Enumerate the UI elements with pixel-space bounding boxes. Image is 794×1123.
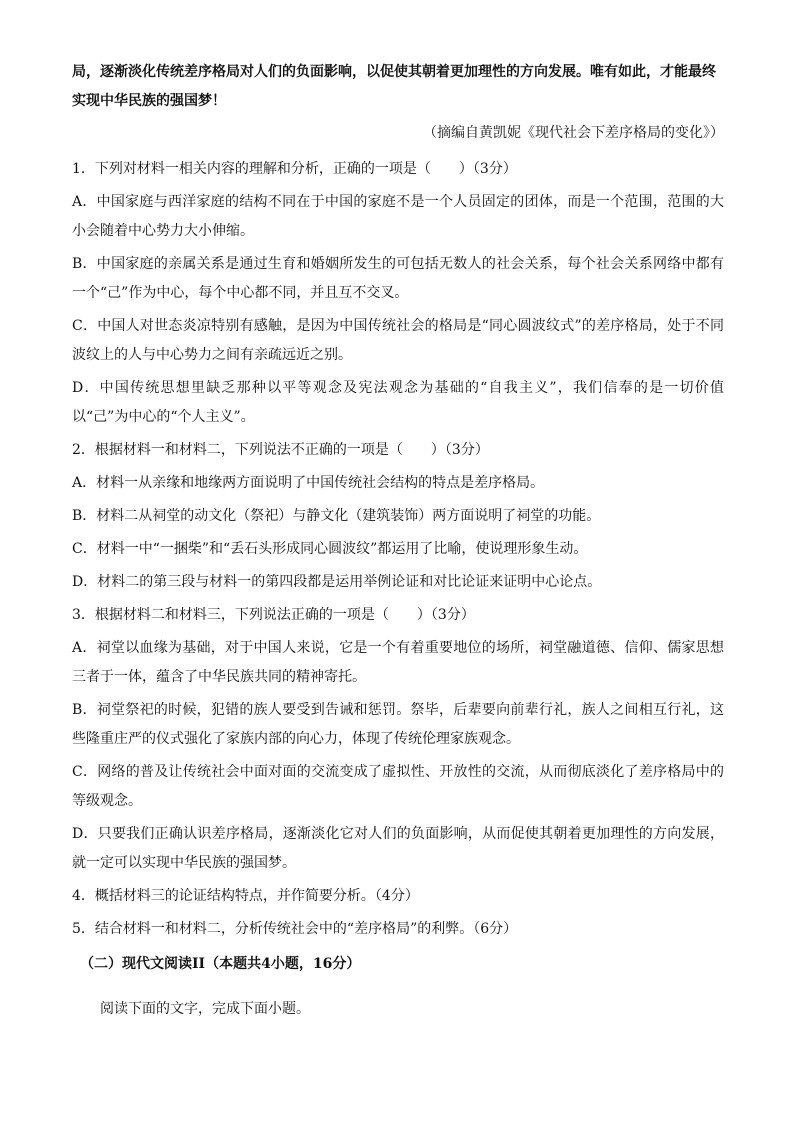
section-intro: 阅读下面的文字，完成下面小题。 [100,1001,310,1017]
section-title: （二）现代文阅读II（本题共4小题，16分） [80,956,361,972]
question-2-option-d: D．材料二的第三段与材料一的第四段都是运用举例论证和对比论证来证明中心论点。 [72,574,602,590]
question-2-option-a: A．材料一从亲缘和地缘两方面说明了中国传统社会结构的特点是差序格局。 [72,475,545,491]
question-3-option-c: C．网络的普及让传统社会中面对面的交流变成了虚拟性、开放性的交流，从而彻底淡化了差序格局中的等级观念。 [72,764,724,809]
question-1-option-b: B．中国家庭的亲属关系是通过生育和婚姻所发生的可包括无数人的社会关系，每个社会关系网络中都有一个“己”作为中心，每个中心都不同，并且互不交叉。 [72,256,724,301]
question-5-stem: 5．结合材料一和材料二，分析传统社会中的“差序格局”的利弊。（6分） [72,921,518,937]
question-4-stem: 4．概括材料三的论证结构特点，并作简要分析。（4分） [72,888,419,904]
question-2 [72,436,724,597]
question-2-option-c: C．材料一中“一捆柴”和“丢石头形成同心圆波纹”都运用了比喻，使说理形象生动。 [72,541,588,557]
question-3-option-a: A．祠堂以血缘为基础，对于中国人来说，它是一个有着重要地位的场所，祠堂融道德、信仰、儒家思想三者于一体，蕴含了中华民族共同的精神寄托。 [72,640,724,685]
question-3-stem: 3．根据材料二和材料三，下列说法正确的一项是（ ）（3分） [72,607,475,623]
passage-source: （摘编自黄凯妮《现代社会下差序格局的变化》） [423,125,724,141]
question-3-option-b: B．祠堂祭祀的时候，犯错的族人要受到告诫和惩罚。祭毕，后辈要向前辈行礼，族人之间相互行礼，这些隆重庄严的仪式强化了家族内部的向心力，体现了传统伦理家族观念。 [72,702,724,747]
exam-page [72,58,724,1024]
passage-line-1: 局，逐渐淡化传统差序格局对人们的负面影响，以促使其朝着更加理性的方向发展。唯有如此，才能最终 [72,64,716,80]
question-1-option-a: A．中国家庭与西洋家庭的结构不同在于中国的家庭不是一个人员固定的团体，而是一个范围，范围的大小会随着中心势力大小伸缩。 [72,194,724,239]
question-1 [72,155,724,432]
question-1-stem: 1．下列对材料一相关内容的理解和分析，正确的一项是（ ）（3分） [72,161,517,177]
question-2-stem: 2．根据材料一和材料二，下列说法不正确的一项是（ ）（3分） [72,442,489,458]
question-2-option-b: B．材料二从祠堂的动文化（祭祀）与静文化（建筑装饰）两方面说明了祠堂的功能。 [72,508,601,524]
passage-line-2: 实现中华民族的强国梦！ [72,93,226,109]
question-1-option-c: C．中国人对世态炎凉特别有感触，是因为中国传统社会的格局是“同心圆波纹式”的差序格局，处于不同波纹上的人与中心势力之间有亲疏远近之别。 [72,318,724,363]
question-1-option-d: D．中国传统思想里缺乏那种以平等观念及宪法观念为基础的“自我主义”，我们信奉的是一切价值以“己”为中心的“个人主义”。 [72,380,724,425]
question-3-option-d: D．只要我们正确认识差序格局，逐渐淡化它对人们的负面影响，从而促使其朝着更加理性的方向发展，就一定可以实现中华民族的强国梦。 [72,826,724,871]
question-3 [72,601,724,878]
